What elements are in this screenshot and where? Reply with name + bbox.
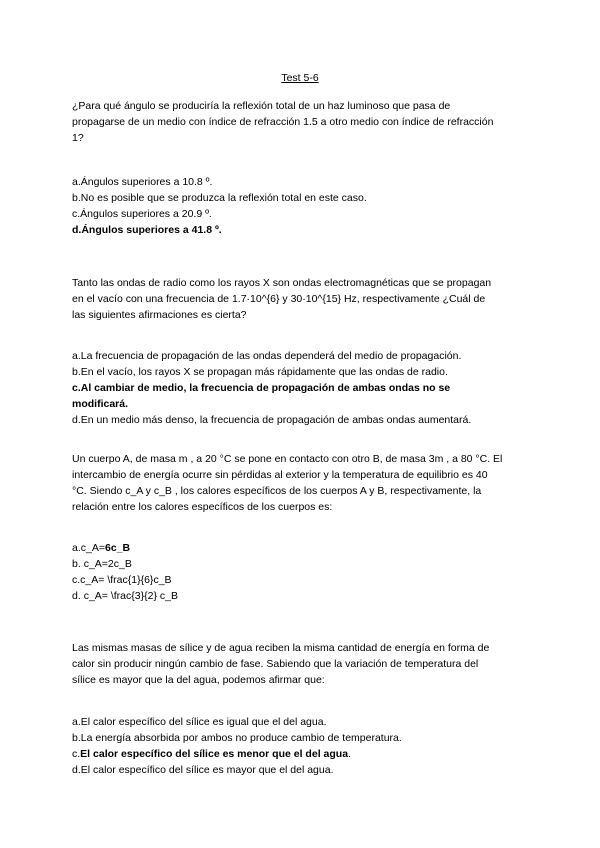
- question-2-option-c-correct: c.Al cambiar de medio, la frecuencia de propagación de ambas ondas no se: [72, 382, 451, 394]
- question-1-stem-line-1: ¿Para qué ángulo se produciría la reflexión total de un haz luminoso que pasa de: [72, 100, 451, 112]
- question-3-option-d: d. c_A= \frac{3}{2} c_B: [72, 590, 178, 602]
- question-1-options: [72, 174, 532, 238]
- question-3-option-b: b. c_A=2c_B: [72, 558, 132, 570]
- question-4-stem-line-1: Las mismas masas de sílice y de agua reciben la misma cantidad de energía en forma de: [72, 642, 490, 654]
- question-1-option-d-correct: d.Ángulos superiores a 41.8 º.: [72, 224, 222, 236]
- question-2-options: [72, 348, 532, 428]
- question-1-stem-line-3: 1?: [72, 132, 84, 144]
- question-4-stem-line-2: calor sin producir ningún cambio de fase. Sabiendo que la variación de temperatura del: [72, 658, 479, 670]
- question-4-stem-line-3: sílice es mayor que la del agua, podemos afirmar que:: [72, 674, 325, 686]
- question-1-option-a: a.Ángulos superiores a 10.8 º.: [72, 176, 213, 188]
- question-1-stem-line-2: propagarse de un medio con índice de refracción 1.5 a otro medio con índice de refracción: [72, 116, 494, 128]
- question-1-option-b: b.No es posible que se produzca la reflexión total en este caso.: [72, 192, 367, 204]
- question-1-option-c: c.Ángulos superiores a 20.9 º.: [72, 208, 212, 220]
- document-title: Test 5-6: [281, 72, 319, 84]
- question-3-option-a: a.c_A=6c_B: [72, 542, 131, 554]
- question-3-stem-line-3: °C. Siendo c_A y c_B , los calores específicos de los cuerpos A y B, respectivamente, la: [72, 485, 482, 497]
- question-3-stem-line-4: relación entre los calores específicos de los cuerpos es:: [72, 501, 333, 513]
- question-2-stem-line-1: Tanto las ondas de radio como los rayos X son ondas electromagnéticas que se propagan: [72, 277, 492, 289]
- question-2-option-d: d.En un medio más denso, la frecuencia de propagación de ambas ondas aumentará.: [72, 414, 472, 426]
- question-2-stem-line-3: las siguientes afirmaciones es cierta?: [72, 309, 247, 321]
- question-4-option-b: b.La energía absorbida por ambos no produce cambio de temperatura.: [72, 732, 402, 744]
- question-3-stem-line-2: intercambio de energía ocurre sin pérdidas al exterior y la temperatura de equilibrio es 40: [72, 469, 488, 481]
- question-3-stem: [72, 451, 532, 515]
- question-3-stem-line-1: Un cuerpo A, de masa m , a 20 °C se pone en contacto con otro B, de masa 3m , a 80 °C. El: [72, 453, 503, 465]
- question-3-options: [72, 540, 532, 604]
- question-2-option-c-continuation: modificará.: [72, 398, 129, 410]
- question-4-options: [72, 714, 532, 778]
- question-4-option-c-correct: c.El calor específico del sílice es menor que el del agua.: [72, 748, 351, 760]
- question-3-option-c: c.c_A= \frac{1}{6}c_B: [72, 574, 172, 586]
- question-4-option-a: a.El calor específico del sílice es igual que el del agua.: [72, 716, 327, 728]
- question-4-stem: [72, 640, 532, 688]
- question-1-stem: [72, 98, 532, 146]
- question-2-stem: [72, 275, 532, 323]
- question-4-option-d: d.El calor específico del sílice es mayor que el del agua.: [72, 764, 334, 776]
- question-2-stem-line-2: en el vacío con una frecuencia de 1.7·10^{6} y 30·10^{15} Hz, respectivamente ¿Cuál de: [72, 293, 486, 305]
- question-2-option-b: b.En el vacío, los rayos X se propagan más rápidamente que las ondas de radio.: [72, 366, 448, 378]
- question-2-option-a: a.La frecuencia de propagación de las ondas dependerá del medio de propagación.: [72, 350, 462, 362]
